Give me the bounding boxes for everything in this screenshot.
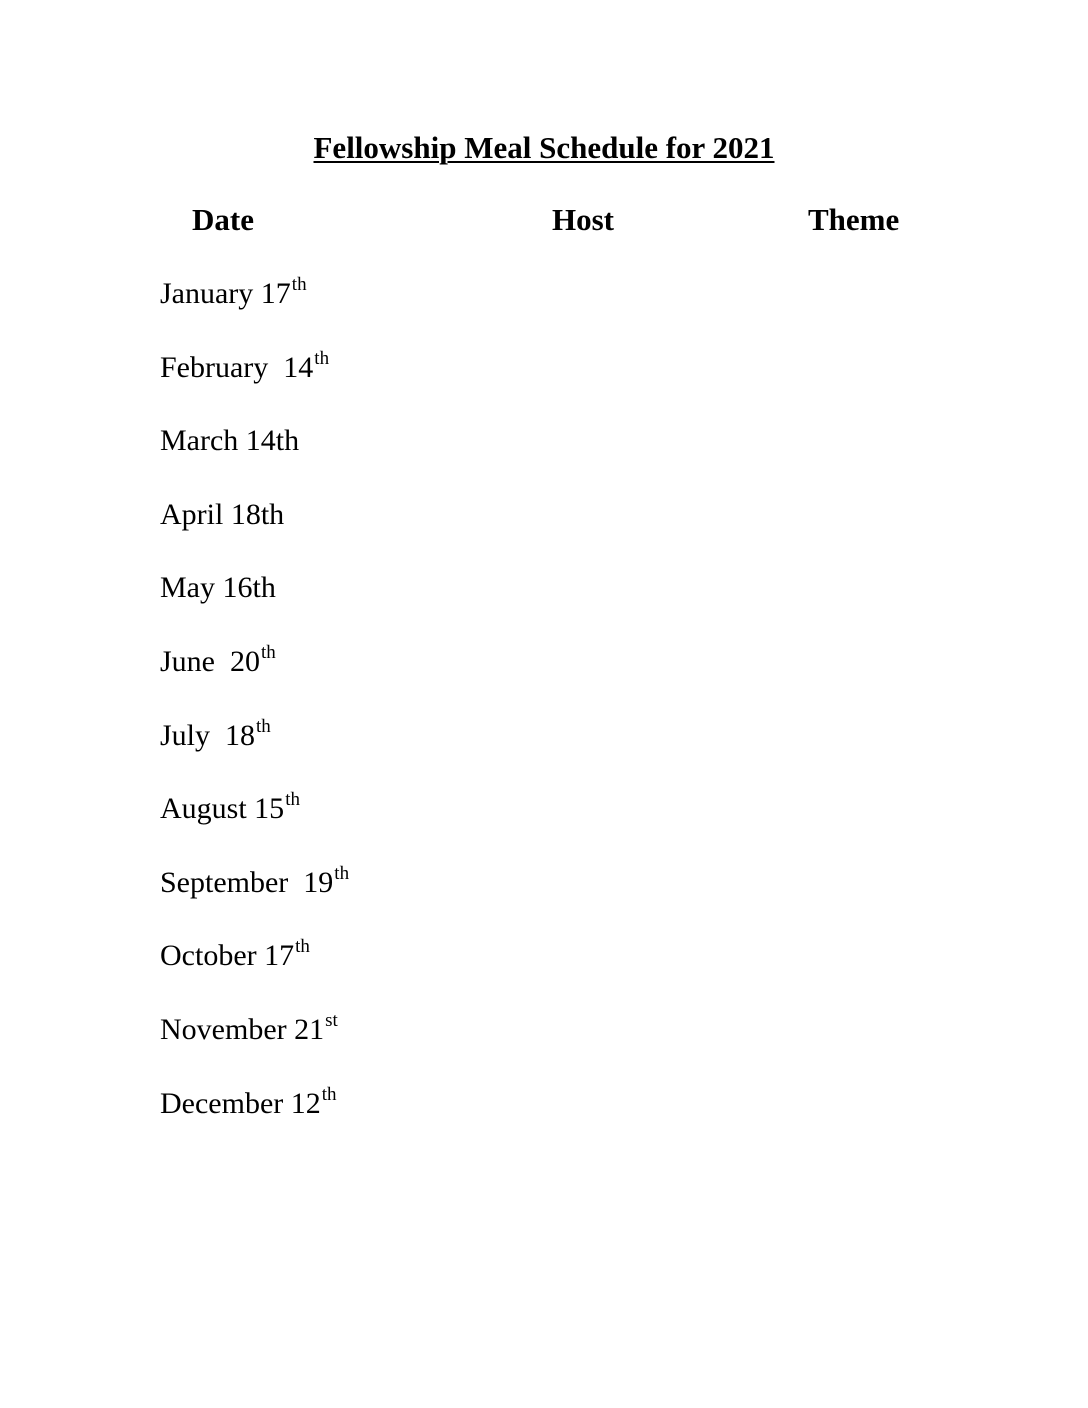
- date-column-header: Date: [192, 202, 254, 237]
- date-text: October 17: [160, 939, 295, 973]
- date-cell: [160, 348, 329, 392]
- date-text: March 14th: [160, 424, 300, 458]
- schedule-row: [160, 642, 960, 716]
- schedule-row: [160, 1084, 960, 1158]
- date-cell: [160, 495, 285, 539]
- date-cell: [160, 936, 310, 980]
- date-cell: [160, 642, 276, 686]
- schedule-row: [160, 495, 960, 569]
- date-text: September 19: [160, 865, 334, 899]
- page-title: Fellowship Meal Schedule for 2021: [313, 130, 775, 165]
- schedule-row: [160, 1010, 960, 1084]
- ordinal-suffix: th: [314, 347, 330, 369]
- ordinal-suffix: th: [256, 715, 271, 737]
- ordinal-suffix: th: [295, 936, 310, 958]
- date-cell: [160, 421, 300, 465]
- schedule-row: [160, 716, 960, 790]
- date-text: November 21: [160, 1012, 325, 1046]
- date-text: February 14: [160, 350, 314, 384]
- ordinal-suffix: st: [325, 1009, 338, 1031]
- schedule-row: [160, 421, 960, 495]
- schedule-list: [160, 274, 960, 1157]
- date-cell: [160, 1084, 337, 1128]
- date-text: December 12: [160, 1086, 321, 1120]
- date-text: July 18: [160, 718, 256, 752]
- date-text: June 20: [160, 644, 260, 678]
- schedule-row: [160, 568, 960, 642]
- date-text: January 17: [160, 277, 291, 310]
- ordinal-suffix: th: [334, 862, 350, 884]
- date-cell: [160, 1010, 338, 1054]
- date-text: May 16th: [160, 571, 276, 605]
- date-cell: [160, 863, 349, 907]
- schedule-row: [160, 789, 960, 863]
- host-column-header: Host: [552, 202, 614, 237]
- date-cell: [160, 789, 300, 833]
- ordinal-suffix: th: [291, 274, 307, 295]
- date-text: April 18th: [160, 497, 285, 531]
- schedule-row: [160, 348, 960, 422]
- theme-column-header: Theme: [808, 202, 900, 237]
- date-cell: [160, 274, 307, 318]
- schedule-row: [160, 936, 960, 1010]
- schedule-row: [160, 274, 960, 348]
- schedule-row: [160, 863, 960, 937]
- date-cell: [160, 568, 277, 612]
- date-cell: [160, 716, 271, 760]
- ordinal-suffix: th: [285, 789, 300, 811]
- ordinal-suffix: th: [261, 641, 276, 663]
- date-text: August 15: [160, 792, 285, 826]
- ordinal-suffix: th: [321, 1083, 337, 1105]
